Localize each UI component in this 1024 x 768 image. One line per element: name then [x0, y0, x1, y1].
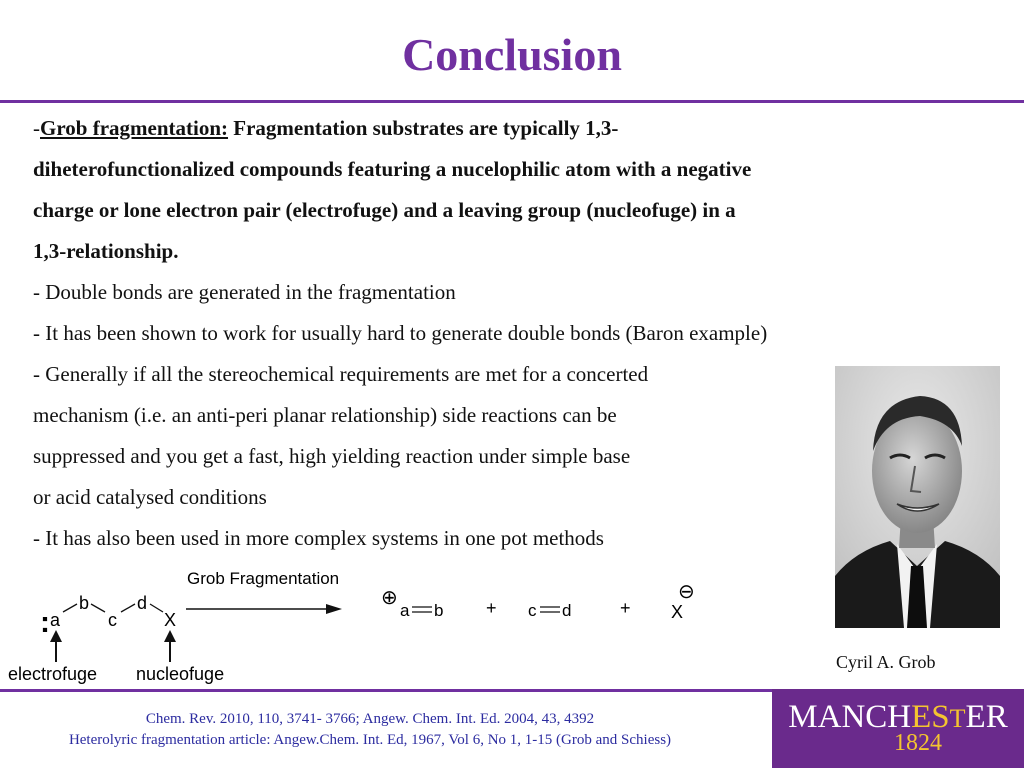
logo-part-3: T — [949, 704, 966, 733]
bullet-stereo-line-2: mechanism (i.e. an anti-peri planar relationship) side reactions can be — [33, 403, 617, 427]
product-atom-a: a — [400, 601, 410, 620]
portrait-photo — [835, 366, 1000, 628]
intro-prefix: - — [33, 116, 40, 140]
plus-sign-1: + — [486, 598, 497, 618]
intro-line-2: diheterofunctionalized compounds featuring a nucelophilic atom with a negative — [33, 157, 752, 181]
atom-c: c — [108, 610, 117, 630]
electrofuge-arrowhead — [50, 630, 62, 642]
product-atom-b: b — [434, 601, 444, 620]
title-divider — [0, 100, 1024, 103]
bond-b-c — [91, 604, 105, 612]
bullet-double-bonds: - Double bonds are generated in the fragmentation — [33, 280, 456, 304]
logo-year: 1824 — [894, 730, 942, 756]
bullet-baron-example: - It has been shown to work for usually hard to generate double bonds (Baron example) — [33, 321, 768, 345]
atom-b: b — [79, 593, 90, 613]
nucleofuge-arrowhead — [164, 630, 176, 642]
logo-part-1: MANCH — [788, 699, 912, 735]
bond-a-b — [63, 604, 77, 612]
atom-a: a — [50, 610, 61, 630]
bullet-stereo-line-3: suppressed and you get a fast, high yielding reaction under simple base — [33, 444, 631, 468]
university-logo — [772, 689, 1024, 768]
positive-charge-symbol: ⊕ — [381, 587, 398, 609]
nucleofuge-label: nucleofuge — [136, 664, 225, 684]
logo-part-4: ER — [965, 699, 1008, 735]
logo-part-2: ES — [911, 699, 950, 735]
intro-line-4: 1,3-relationship. — [33, 239, 179, 263]
atom-d: d — [137, 593, 148, 613]
reaction-arrowhead — [326, 604, 342, 614]
intro-term: Grob fragmentation: — [40, 116, 229, 140]
references — [0, 709, 740, 751]
reference-line-1: Chem. Rev. 2010, 110, 3741- 3766; Angew. Chem. Int. Ed. 2004, 43, 4392 — [145, 711, 595, 727]
atom-x: X — [164, 610, 177, 630]
reference-line-2: Heterolyric fragmentation article: Angew.Chem. Int. Ed, 1967, Vol 6, No 1, 1-15 (Grob and Schiess) — [68, 732, 672, 748]
electrofuge-label: electrofuge — [8, 664, 98, 684]
portrait-illustration — [835, 366, 1000, 628]
lone-pair: : — [40, 606, 50, 639]
bullet-stereo-line-1: - Generally if all the stereochemical requirements are met for a concerted — [33, 362, 649, 386]
slide-title: Conclusion — [402, 29, 622, 80]
reaction-arrow-label: Grob Fragmentation — [187, 569, 340, 588]
product-atom-d: d — [562, 601, 572, 620]
intro-line-1 — [33, 108, 993, 149]
portrait-caption: Cyril A. Grob — [836, 652, 936, 672]
negative-charge-symbol: ⊖ — [678, 581, 695, 603]
grob-fragmentation-scheme — [0, 560, 760, 690]
intro-line-3: charge or lone electron pair (electrofuge) and a leaving group (nucleofuge) in a — [33, 198, 736, 222]
bullet-stereo-line-4: or acid catalysed conditions — [33, 485, 267, 509]
product-atom-x: X — [671, 602, 684, 622]
bond-c-d — [121, 604, 135, 612]
product-atom-c: c — [528, 601, 537, 620]
plus-sign-2: + — [620, 598, 631, 618]
bond-d-x — [150, 604, 163, 612]
intro-text-1: Fragmentation substrates are typically 1,3- — [228, 116, 619, 140]
bullet-one-pot: - It has also been used in more complex systems in one pot methods — [33, 526, 604, 550]
